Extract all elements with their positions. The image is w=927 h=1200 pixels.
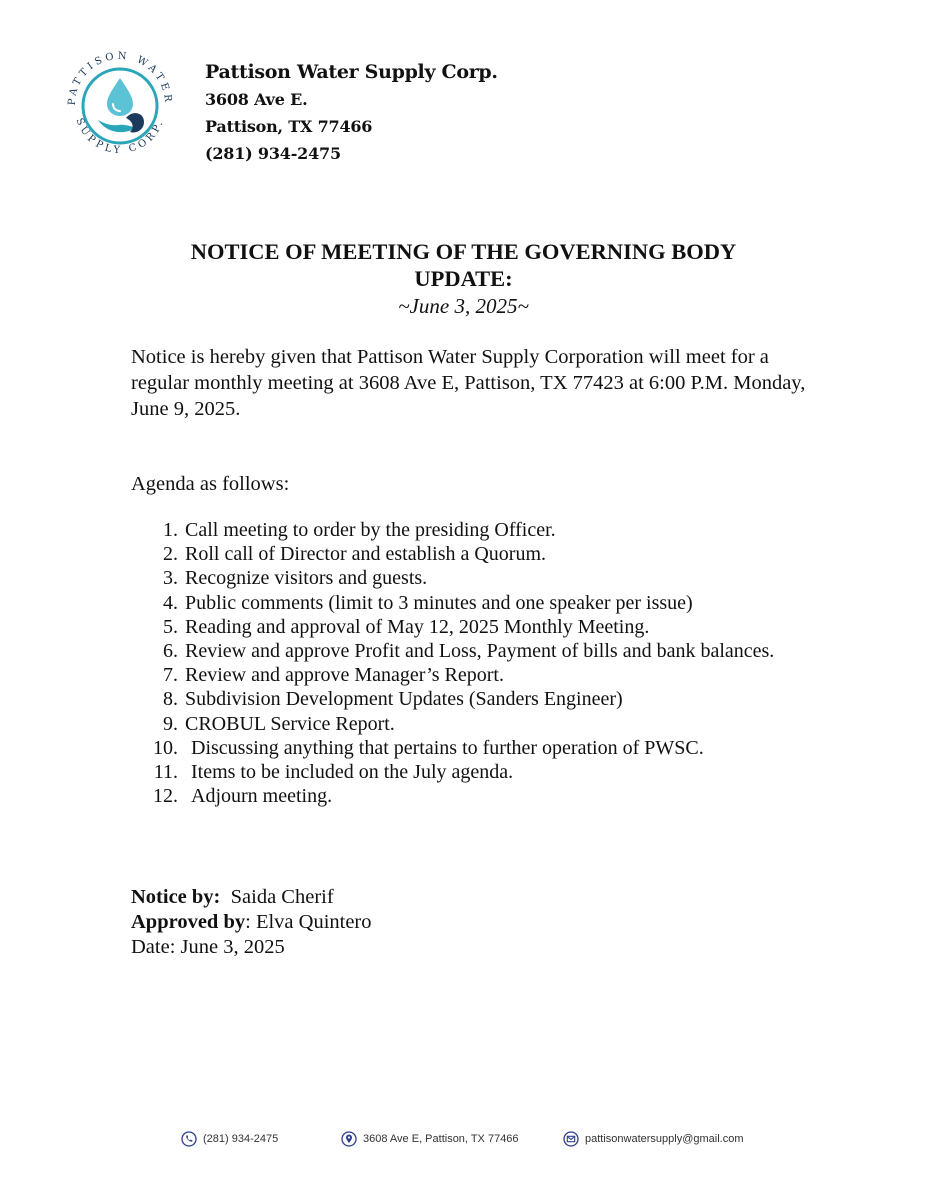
agenda-item [0, 687, 774, 711]
agenda-item-number: 10. [153, 736, 178, 759]
agenda-item-text: Discussing anything that pertains to further operation of PWSC. [191, 736, 704, 759]
agenda-item-text: CROBUL Service Report. [185, 712, 395, 735]
agenda-item-text: Reading and approval of May 12, 2025 Monthly Meeting. [185, 615, 650, 638]
organization-info [205, 58, 498, 167]
footer [0, 1131, 927, 1151]
notice-subtitle: UPDATE: [414, 266, 513, 291]
agenda-list [0, 518, 774, 808]
agenda-item [0, 784, 774, 808]
agenda-item-number: 9. [163, 712, 178, 735]
approved-by-label: Approved by [131, 911, 246, 933]
footer-phone [181, 1131, 278, 1147]
approved-by-name: : Elva Quintero [245, 911, 372, 933]
agenda-label: Agenda as follows: [131, 473, 290, 495]
agenda-item-text: Roll call of Director and establish a Quorum. [185, 543, 547, 566]
agenda-item-text: Adjourn meeting. [191, 785, 333, 808]
signoff-block [131, 885, 372, 960]
notice-by-label: Notice by: [131, 886, 221, 908]
letterhead [58, 42, 558, 172]
agenda-item [0, 760, 774, 784]
agenda-item-number: 4. [163, 591, 178, 614]
signoff-date: Date: June 3, 2025 [131, 936, 285, 958]
agenda-item-text: Review and approve Manager’s Report. [185, 664, 504, 687]
footer-address [341, 1131, 519, 1147]
agenda-item [0, 639, 774, 663]
notice-intro-paragraph: Notice is hereby given that Pattison Water Supply Corporation will meet for a regular monthly meeting at 3608 Ave E, Pattison, TX 77423 at 6:00 P.M. Monday, June 9, 2025. [131, 346, 806, 420]
approved-by-line [131, 910, 372, 935]
agenda-item-text: Recognize visitors and guests. [185, 567, 428, 590]
organization-city: Pattison, TX 77466 [205, 117, 373, 136]
agenda-item [0, 736, 774, 760]
organization-address: 3608 Ave E. [205, 90, 308, 109]
notice-heading [0, 238, 927, 320]
water-drop-logo-icon [58, 42, 182, 166]
footer-email-text: pattisonwatersupply@gmail.com [585, 1133, 744, 1145]
agenda-item-number: 11. [153, 761, 178, 784]
agenda-item-text: Review and approve Profit and Loss, Payment of bills and bank balances. [185, 640, 775, 663]
agenda-item-number: 2. [163, 543, 178, 566]
agenda-item [0, 615, 774, 639]
agenda-item [0, 663, 774, 687]
agenda-item-text: Public comments (limit to 3 minutes and one speaker per issue) [185, 591, 693, 614]
email-icon [563, 1131, 579, 1147]
agenda-item [0, 591, 774, 615]
organization-name: Pattison Water Supply Corp. [205, 61, 498, 83]
organization-phone: (281) 934-2475 [205, 144, 341, 163]
footer-phone-text: (281) 934-2475 [203, 1133, 279, 1145]
agenda-item-number: 3. [163, 567, 178, 590]
svg-text:SUPPLY CORP.: SUPPLY CORP. [73, 116, 167, 157]
agenda-item-text: Call meeting to order by the presiding Officer. [185, 519, 556, 541]
agenda-item-number: 5. [163, 615, 178, 638]
footer-email [563, 1131, 744, 1147]
agenda-item [0, 712, 774, 736]
agenda-item-text: Subdivision Development Updates (Sanders Engineer) [185, 688, 623, 711]
notice-by-line [131, 885, 372, 910]
notice-by-name: Saida Cherif [230, 886, 334, 908]
agenda-item-text: Items to be included on the July agenda. [191, 761, 514, 784]
agenda-item [0, 566, 774, 590]
agenda-item-number: 12. [153, 785, 178, 808]
location-pin-icon [341, 1131, 357, 1147]
agenda-item-number: 8. [163, 688, 178, 711]
notice-title: NOTICE OF MEETING OF THE GOVERNING BODY [190, 239, 737, 264]
footer-address-text: 3608 Ave E, Pattison, TX 77466 [363, 1133, 519, 1145]
agenda-item [0, 542, 774, 566]
agenda-item-number: 7. [163, 664, 178, 687]
phone-icon [181, 1131, 197, 1147]
agenda-item-number: 6. [163, 640, 178, 663]
agenda-item-number: 1. [163, 519, 178, 541]
notice-date-line: ~June 3, 2025~ [398, 294, 529, 318]
agenda-item [0, 518, 774, 542]
svg-text:PATTISON WATER: PATTISON WATER [66, 50, 174, 106]
